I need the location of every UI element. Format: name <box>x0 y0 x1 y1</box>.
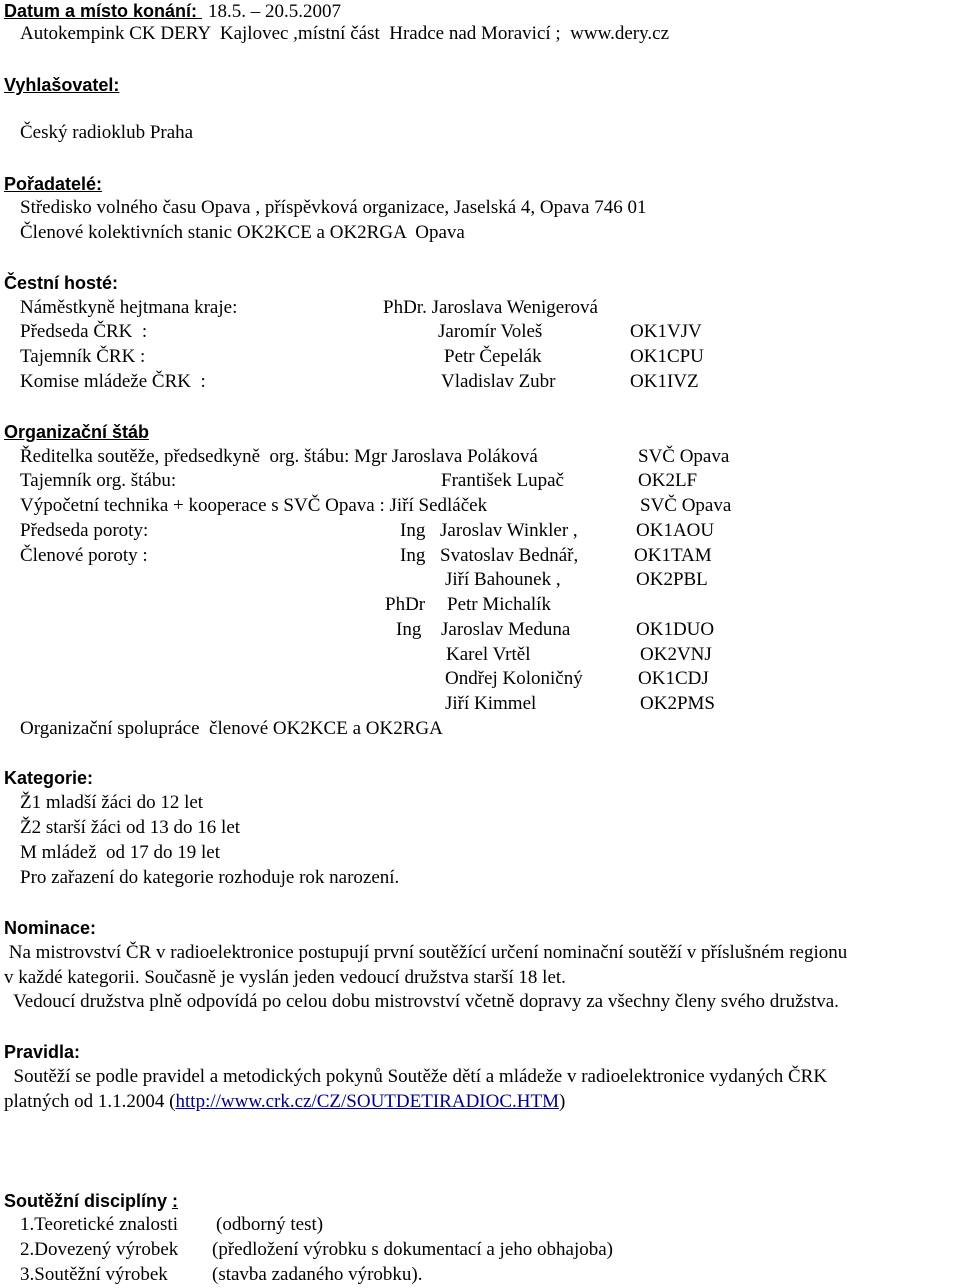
jury-member-name: Jiří Kimmel <box>445 693 537 714</box>
guest-name: Petr Čepelák <box>444 346 542 367</box>
category-item: Ž1 mladší žáci do 12 let <box>20 792 204 813</box>
nomination-heading: Nominace: <box>4 918 97 938</box>
jury-chair-role: Předseda poroty: <box>20 520 149 541</box>
jury-member-title: Ing <box>400 545 426 566</box>
discipline-name: 1.Teoretické znalosti <box>20 1214 178 1235</box>
disciplines-heading: Soutěžní disciplíny <box>4 1191 168 1211</box>
guests-heading: Čestní hosté: <box>4 273 119 293</box>
jury-member-call: OK1TAM <box>634 545 712 566</box>
hosts-line1: Středisko volného času Opava , příspěvková organizace, Jaselská 4, Opava 746 01 <box>20 197 647 218</box>
jury-label: Členové poroty : <box>20 545 148 566</box>
category-item: Pro zařazení do kategorie rozhoduje rok narození. <box>20 867 400 888</box>
categories-heading: Kategorie: <box>4 768 94 788</box>
discipline-desc: (předložení výrobku s dokumentací a jeho obhajoba) <box>212 1239 613 1260</box>
guest-role: Předseda ČRK : <box>20 321 148 342</box>
staff-secretary-role: Tajemník org. štábu: <box>20 470 177 491</box>
guest-name: PhDr. Jaroslava Wenigerová <box>383 297 598 318</box>
organizer-name: Český radioklub Praha <box>20 122 194 143</box>
staff-tech: Výpočetní technika + kooperace s SVČ Opava : Jiří Sedláček <box>20 495 488 516</box>
hosts-line2: Členové kolektivních stanic OK2KCE a OK2RGA Opava <box>20 222 465 243</box>
jury-chair-name: Jaroslav Winkler , <box>440 520 578 541</box>
jury-chair-title: Ing <box>400 520 426 541</box>
jury-member-call: OK1CDJ <box>638 668 709 689</box>
disciplines-heading-line <box>4 1190 178 1212</box>
discipline-name: 3.Soutěžní výrobek <box>20 1264 168 1285</box>
venue-line <box>4 0 341 23</box>
jury-member-call: OK2VNJ <box>640 644 712 665</box>
guest-callsign: OK1IVZ <box>630 371 699 392</box>
jury-member-name: Petr Michalík <box>447 594 551 615</box>
guest-name: Jaromír Voleš <box>438 321 543 342</box>
jury-chair-call: OK1AOU <box>636 520 715 541</box>
venue-place: Autokempink CK DERY Kajlovec ,místní část Hradce nad Moravicí ; www.dery.cz <box>20 23 670 44</box>
discipline-name: 2.Dovezený výrobek <box>20 1239 179 1260</box>
rules-line1: Soutěží se podle pravidel a metodických pokynů Soutěže dětí a mládeže v radioelektronice vydaných ČRK <box>4 1066 828 1087</box>
nomination-line1: Na mistrovství ČR v radioelektronice postupují první soutěžící určení nominační soutěží v příslušném regionu <box>4 942 848 963</box>
jury-member-name: Jaroslav Meduna <box>441 619 571 640</box>
guest-role: Náměstkyně hejtmana kraje: <box>20 297 238 318</box>
guest-role: Tajemník ČRK : <box>20 346 146 367</box>
staff-secretary-call: OK2LF <box>638 470 698 491</box>
venue-heading: Datum a místo konání: <box>4 1 203 21</box>
guest-role: Komise mládeže ČRK : <box>20 371 206 392</box>
hosts-heading: Pořadatelé: <box>4 174 103 194</box>
staff-heading: Organizační štáb <box>4 422 150 442</box>
category-item: M mládež od 17 do 19 let <box>20 842 220 863</box>
staff-secretary-name: František Lupač <box>441 470 564 491</box>
rules-link[interactable]: http://www.crk.cz/CZ/SOUTDETIRADIOC.HTM <box>175 1091 559 1112</box>
discipline-desc: (odborný test) <box>216 1214 324 1235</box>
jury-member-title: Ing <box>396 619 422 640</box>
jury-member-title: PhDr <box>385 594 426 615</box>
category-item: Ž2 starší žáci od 13 do 16 let <box>20 817 241 838</box>
jury-member-name: Ondřej Koloničný <box>445 668 583 689</box>
discipline-desc: (stavba zadaného výrobku). <box>212 1264 423 1285</box>
rules-line2 <box>4 1091 565 1113</box>
nomination-line2: v každé kategorii. Současně je vyslán jeden vedoucí družstva starší 18 let. <box>4 967 566 988</box>
jury-member-call: OK2PMS <box>640 693 715 714</box>
jury-member-name: Jiří Bahounek , <box>445 569 561 590</box>
rules-heading: Pravidla: <box>4 1042 81 1062</box>
staff-director: Ředitelka soutěže, předsedkyně org. štábu: Mgr Jaroslava Poláková <box>20 446 538 467</box>
organizer-heading: Vyhlašovatel: <box>4 75 120 95</box>
venue-dates: 18.5. – 20.5.2007 <box>208 1 342 22</box>
staff-director-org: SVČ Opava <box>638 446 730 467</box>
jury-member-name: Svatoslav Bednář, <box>440 545 579 566</box>
staff-tech-org: SVČ Opava <box>640 495 732 516</box>
nomination-line3: Vedoucí družstva plně odpovídá po celou dobu mistrovství včetně dopravy za všechny členy svého družstva. <box>4 991 839 1012</box>
rules-line2-post: ) <box>559 1091 566 1112</box>
disciplines-colon: : <box>172 1191 179 1211</box>
rules-line2-pre: platných od 1.1.2004 ( <box>4 1091 176 1112</box>
guest-callsign: OK1CPU <box>630 346 704 367</box>
guest-name: Vladislav Zubr <box>441 371 556 392</box>
staff-coop: Organizační spolupráce členové OK2KCE a OK2RGA <box>20 718 443 739</box>
jury-member-name: Karel Vrtěl <box>446 644 531 665</box>
jury-member-call: OK1DUO <box>636 619 715 640</box>
guest-callsign: OK1VJV <box>630 321 702 342</box>
jury-member-call: OK2PBL <box>636 569 708 590</box>
